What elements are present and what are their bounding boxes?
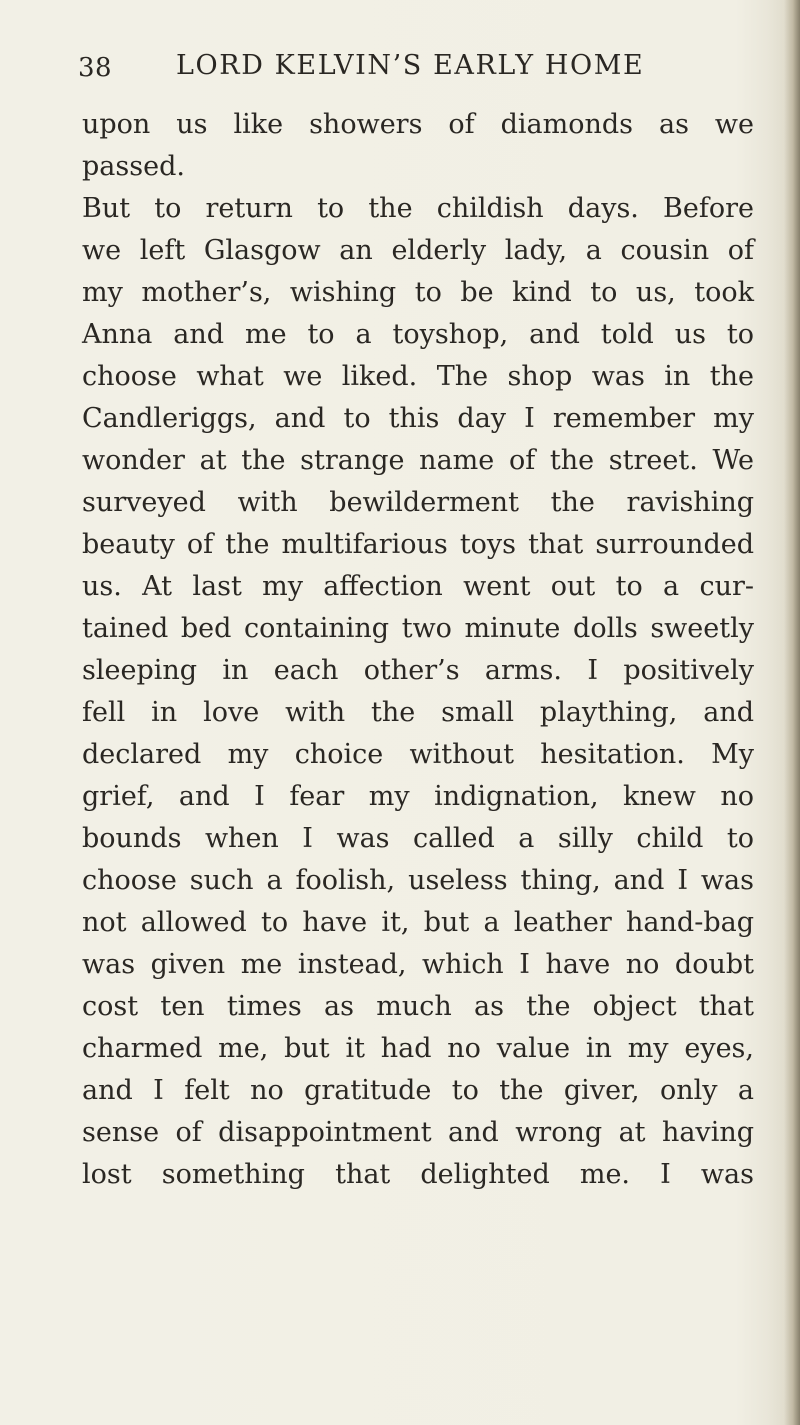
- text-line: Anna and me to a toyshop, and told us to: [82, 319, 754, 350]
- page-edge-shadow: [784, 0, 800, 1425]
- text-line: we left Glasgow an elderly lady, a cousin of: [82, 235, 754, 266]
- text-line: bounds when I was called a silly child to: [82, 823, 754, 854]
- text-line: sense of disappointment and wrong at having: [82, 1117, 754, 1148]
- text-line: not allowed to have it, but a leather hand-bag: [82, 907, 754, 938]
- running-head: [78, 50, 768, 90]
- text-line: my mother’s, wishing to be kind to us, took: [82, 277, 754, 308]
- text-line: was given me instead, which I have no doubt: [82, 949, 754, 980]
- page-number: 38: [78, 53, 113, 83]
- text-line: lost something that delighted me. I was: [82, 1159, 754, 1190]
- text-line: choose what we liked. The shop was in the: [82, 361, 754, 392]
- text-line: beauty of the multifarious toys that surrounded: [82, 529, 754, 560]
- text-line: and I felt no gratitude to the giver, only a: [82, 1075, 754, 1106]
- text-line: cost ten times as much as the object that: [82, 991, 754, 1022]
- body-text: [82, 104, 754, 1196]
- text-line: tained bed containing two minute dolls sweetly: [82, 613, 754, 644]
- text-line: upon us like showers of diamonds as we: [82, 109, 754, 140]
- text-line: grief, and I fear my indignation, knew no: [82, 781, 754, 812]
- text-line: passed.: [82, 151, 185, 182]
- running-head-title: LORD KELVIN’S EARLY HOME: [176, 50, 645, 81]
- text-line: Candleriggs, and to this day I remember my: [82, 403, 754, 434]
- text-line: fell in love with the small plaything, and: [82, 697, 754, 728]
- text-line: wonder at the strange name of the street. We: [82, 445, 754, 476]
- text-line: But to return to the childish days. Before: [82, 193, 754, 224]
- text-line: surveyed with bewilderment the ravishing: [82, 487, 754, 518]
- text-line: us. At last my affection went out to a cur-: [82, 571, 754, 602]
- text-line: sleeping in each other’s arms. I positively: [82, 655, 754, 686]
- text-line: choose such a foolish, useless thing, and I was: [82, 865, 754, 896]
- text-line: charmed me, but it had no value in my eyes,: [82, 1033, 754, 1064]
- text-line: declared my choice without hesitation. My: [82, 739, 754, 770]
